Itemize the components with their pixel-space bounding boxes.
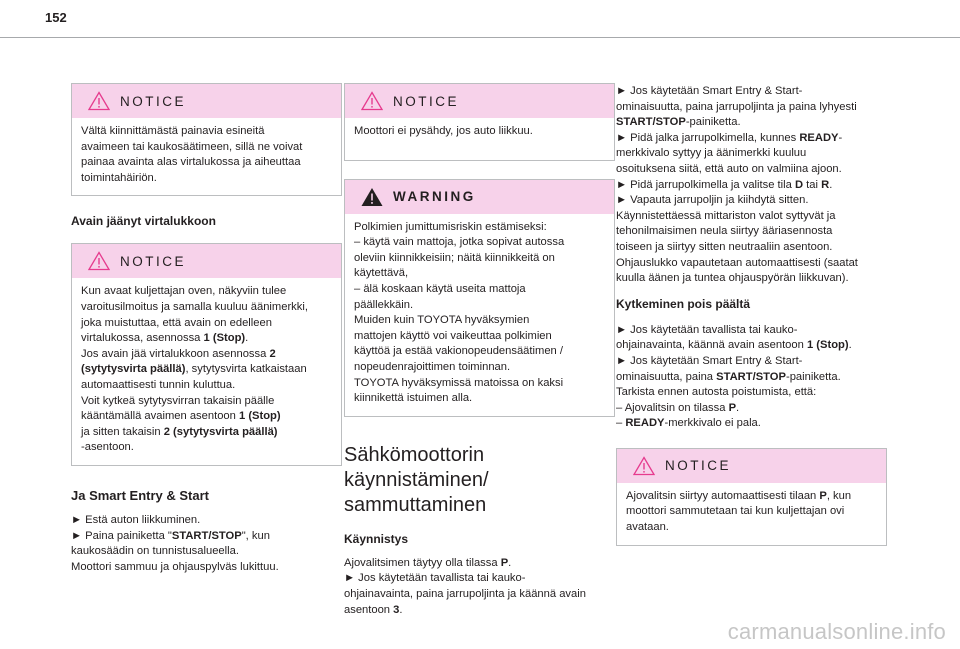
notice-title: NOTICE xyxy=(393,93,460,109)
text-line: painaa avainta alas virtalukossa ja aiheuttaa xyxy=(81,156,301,169)
text-line: ► Jos käytetään tavallista tai kauko- xyxy=(616,323,798,336)
text-line: asentoon 3. xyxy=(344,603,403,616)
text-line: -asentoon. xyxy=(81,441,134,454)
section-heading-motor-start-stop xyxy=(344,443,615,518)
notice-body xyxy=(345,118,614,160)
text-line: ja sitten takaisin 2 (sytytysvirta päällä) xyxy=(81,425,278,438)
text-line: Polkimien jumittumisriskin estämiseksi: xyxy=(354,220,547,233)
text-line: Moottori sammuu ja ohjauspylväs lukittuu. xyxy=(71,560,279,573)
notice-header xyxy=(72,84,341,118)
notice-triangle-icon xyxy=(88,251,110,271)
text-line: osoituksena siitä, että auto on valmiina ajoon. xyxy=(616,162,842,175)
notice-title: NOTICE xyxy=(120,93,187,109)
notice-triangle-icon xyxy=(633,456,655,476)
text-line: (sytytysvirta päällä), sytytysvirta katkaistaan xyxy=(81,363,307,376)
text-line: mattojen käyttö voi vaikeuttaa polkimien xyxy=(354,329,552,342)
text-line: ohjainavainta, paina jarrupoljinta ja käännä avain xyxy=(344,587,586,600)
text-line: START/STOP-painiketta. xyxy=(616,116,741,129)
text-line: ► Jos käytetään tavallista tai kauko- xyxy=(344,572,526,585)
text-line: – READY-merkkivalo ei pala. xyxy=(616,417,761,430)
notice-box-motor xyxy=(344,83,615,161)
text-line: joka muistuttaa, että avain on edelleen xyxy=(81,316,272,329)
text-line: toimintahäiriön. xyxy=(81,171,157,184)
notice-header xyxy=(72,244,341,278)
text-line: Kun avaat kuljettajan oven, näkyviin tulee xyxy=(81,285,287,298)
notice-box-key-weight xyxy=(71,83,342,196)
text-line: ominaisuutta, paina START/STOP-painiketta. xyxy=(616,370,841,383)
text-line: käytettävä, xyxy=(354,267,409,280)
text-line: avataan. xyxy=(626,521,669,534)
notice-triangle-icon xyxy=(361,91,383,111)
paragraph-start xyxy=(344,556,615,618)
notice-title: NOTICE xyxy=(665,458,732,474)
sub-heading-start: Käynnistys xyxy=(344,531,409,546)
notice-box-selector xyxy=(616,448,887,546)
text-line: – Ajovalitsin on tilassa P. xyxy=(616,401,740,414)
text-line: virtalukossa, asennossa 1 (Stop). xyxy=(81,332,249,345)
column-3 xyxy=(616,84,887,564)
text-line: varoitusilmoitus ja samalla kuuluu äänimerkki, xyxy=(81,300,308,313)
heading-line: käynnistäminen/ xyxy=(344,468,489,491)
sub-heading-switch-off: Kytkeminen pois päältä xyxy=(616,296,751,311)
warning-triangle-icon xyxy=(361,187,383,207)
text-line: ► Vapauta jarrupoljin ja kiihdytä sitten. xyxy=(616,194,809,207)
text-line: nopeudenrajoittimen toiminnan. xyxy=(354,360,511,373)
text-line: tehonilmaisimen neula siirtyy ääriasennosta xyxy=(616,225,833,238)
notice-body xyxy=(72,278,341,465)
text-line: toiseen ja siirtyy sitten neutraaliin asentoon. xyxy=(616,240,833,253)
text-line: ominaisuutta, paina jarrupoljinta ja paina lyhyesti xyxy=(616,100,857,113)
text-line: TOYOTA hyväksymissä matoissa on kaksi xyxy=(354,376,564,389)
text-line: Voit kytkeä sytytysvirran takaisin päälle xyxy=(81,394,275,407)
column-1 xyxy=(71,83,342,585)
warning-title: WARNING xyxy=(393,189,476,205)
text-line: Käynnistettäessä mittariston valot syttyvät ja xyxy=(616,209,836,222)
text-line: Ajovalitsin siirtyy automaattisesti tilaan P, kun xyxy=(626,489,852,502)
text-line: kiinnikettä istuimen alla. xyxy=(354,392,473,405)
heading-line: Sähkömoottorin xyxy=(344,443,485,466)
notice-box-key-left xyxy=(71,243,342,466)
text-line: Tarkista ennen autosta poistumista, että: xyxy=(616,386,817,399)
warning-header xyxy=(345,180,614,214)
watermark: carmanualsonline.info xyxy=(727,619,946,644)
text-line: merkkivalo syttyy ja äänimerkki kuuluu xyxy=(616,147,807,160)
text-line: ► Pidä jalka jarrupolkimella, kunnes READY- xyxy=(616,131,843,144)
notice-header xyxy=(617,449,886,483)
text-line: oleviin kiinnikkeisiin; näitä kiinnikkeitä on xyxy=(354,251,555,264)
heading-line: sammuttaminen xyxy=(344,493,487,516)
paragraph-switch-off xyxy=(616,323,887,432)
text-line: ► Estä auton liikkuminen. xyxy=(71,513,201,526)
text-line: ► Paina painiketta "START/STOP", kun xyxy=(71,529,270,542)
text-line: – käytä vain mattoja, jotka sopivat autossa xyxy=(354,236,565,249)
text-line: ► Jos käytetään Smart Entry & Start- xyxy=(616,354,803,367)
notice-header xyxy=(345,84,614,118)
text-line: kääntämällä avaimen asentoon 1 (Stop) xyxy=(81,410,281,423)
text-line: – älä koskaan käytä useita mattoja xyxy=(354,282,526,295)
text-line: avaimeen tai kaukosäätimeen, sillä ne voivat xyxy=(81,140,303,153)
text-line: päällekkäin. xyxy=(354,298,414,311)
text-line: ► Jos käytetään Smart Entry & Start- xyxy=(616,85,803,97)
text-line: käyttöä ja estää vakionopeudensäätimen / xyxy=(354,345,563,358)
warning-body xyxy=(345,214,614,416)
text-line: Muiden kuin TOYOTA hyväksymien xyxy=(354,314,530,327)
text-line: Vältä kiinnittämästä painavia esineitä xyxy=(81,125,265,137)
notice-triangle-icon xyxy=(88,91,110,111)
paragraph-smart-entry xyxy=(71,513,342,575)
section-heading-smart-entry: Ja Smart Entry & Start xyxy=(71,487,209,503)
text-line: kuulla äänen ja tuntea ohjauspyörän liikkuvan). xyxy=(616,272,849,285)
text-line: Ajovalitsimen täytyy olla tilassa P. xyxy=(344,556,512,569)
paragraph-start-cont xyxy=(616,84,887,287)
warning-box-pedals xyxy=(344,179,615,417)
notice-title: NOTICE xyxy=(120,253,187,269)
notice-body xyxy=(72,118,341,195)
text-line: Ohjauslukko vapautetaan automaattisesti (saatat xyxy=(616,256,858,269)
text-line: kaukosäädin on tunnistusalueella. xyxy=(71,545,239,558)
notice-body xyxy=(617,483,886,545)
text-line: automaattisesti tunnin kuluttua. xyxy=(81,378,236,391)
text-line: moottori sammutetaan tai kun kuljettajan ovi xyxy=(626,505,845,518)
section-heading-key-in-ignition: Avain jäänyt virtalukkoon xyxy=(71,214,216,229)
text-line: ohjainavainta, käännä avain asentoon 1 (Stop). xyxy=(616,339,852,352)
header-rule xyxy=(0,37,960,38)
column-2 xyxy=(344,83,615,628)
text-line: ► Pidä jarrupolkimella ja valitse tila D tai R. xyxy=(616,178,833,191)
text-line: Jos avain jää virtalukkoon asennossa 2 xyxy=(81,347,276,360)
page-number: 152 xyxy=(45,10,67,25)
text-line: Moottori ei pysähdy, jos auto liikkuu. xyxy=(354,125,533,137)
